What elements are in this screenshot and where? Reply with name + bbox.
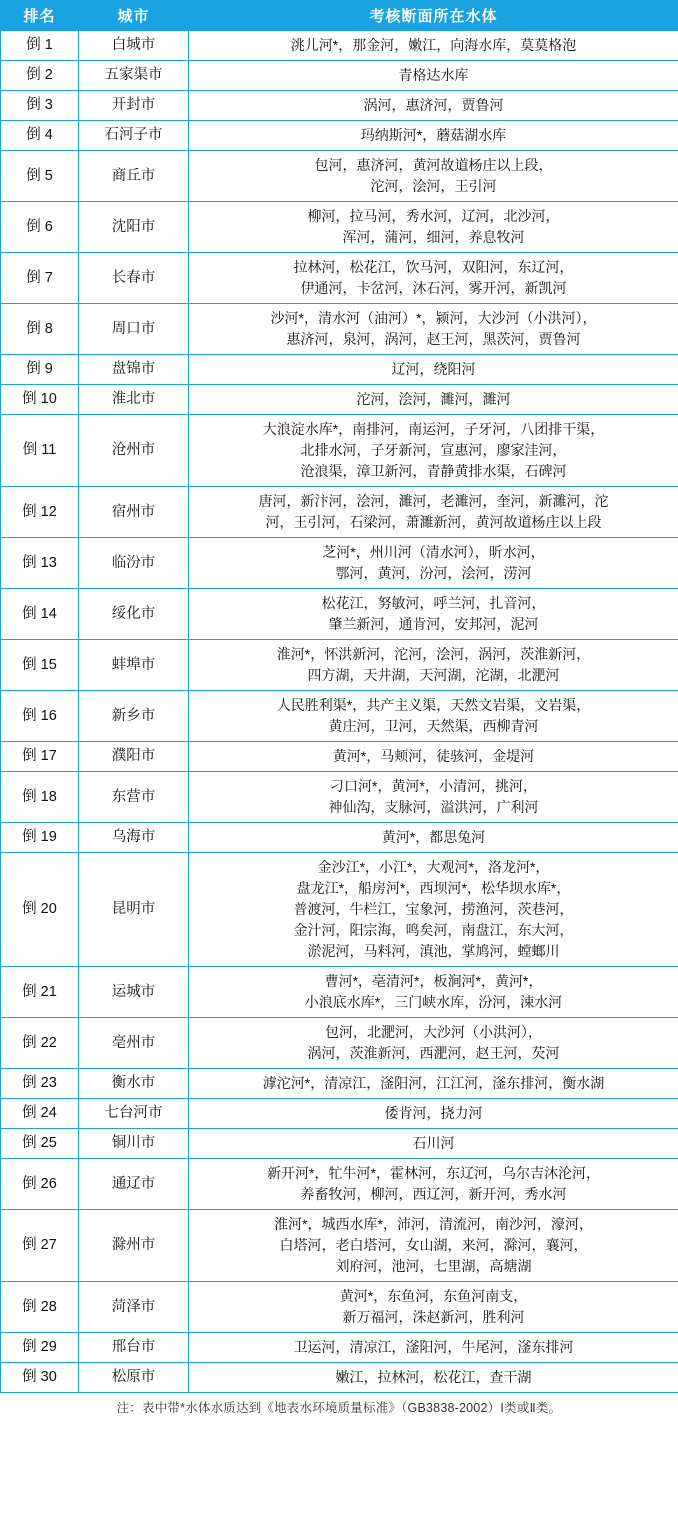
water-body-line: 滹沱河*，清凉江，滏阳河，江江河，滏东排河，衡水湖 (262, 1075, 605, 1091)
cell-city: 开封市 (79, 91, 189, 121)
table-body (1, 31, 678, 1393)
cell-water-bodies (189, 1282, 678, 1333)
cell-water-bodies (189, 151, 678, 202)
column-header-rank: 排名 (1, 1, 79, 31)
table-row (1, 691, 678, 742)
table-row (1, 823, 678, 853)
cell-water-bodies (189, 1363, 678, 1393)
water-body-line: 北排水河，子牙新河，宣惠河，廖家洼河， (300, 442, 567, 458)
cell-rank: 倒 15 (1, 640, 79, 691)
water-body-line: 松花江，努敏河，呼兰河，扎音河， (321, 595, 546, 611)
cell-rank: 倒 16 (1, 691, 79, 742)
cell-rank: 倒 30 (1, 1363, 79, 1393)
cell-water-bodies (189, 1159, 678, 1210)
water-body-line: 黄庄河，卫河，天然渠，西柳青河 (328, 718, 539, 734)
cell-city: 盘锦市 (79, 355, 189, 385)
water-body-line: 包河，惠济河，黄河故道杨庄以上段， (314, 157, 553, 173)
cell-city: 商丘市 (79, 151, 189, 202)
cell-rank: 倒 25 (1, 1129, 79, 1159)
cell-city: 七台河市 (79, 1099, 189, 1129)
table-row (1, 487, 678, 538)
cell-city: 铜川市 (79, 1129, 189, 1159)
cell-water-bodies (189, 967, 678, 1018)
water-body-line: 金汁河，阳宗海，鸣矣河，南盘江，东大河， (293, 922, 574, 938)
cell-water-bodies (189, 121, 678, 151)
cell-rank: 倒 7 (1, 253, 79, 304)
cell-rank: 倒 13 (1, 538, 79, 589)
cell-city: 乌海市 (79, 823, 189, 853)
cell-rank: 倒 29 (1, 1333, 79, 1363)
cell-rank: 倒 20 (1, 853, 79, 967)
cell-city: 濮阳市 (79, 742, 189, 772)
table-row (1, 121, 678, 151)
water-body-line: 洮儿河*，那金河，嫩江，向海水库，莫莫格泡 (290, 37, 577, 53)
table-row (1, 355, 678, 385)
cell-city: 白城市 (79, 31, 189, 61)
cell-rank: 倒 24 (1, 1099, 79, 1129)
water-body-line: 柳河，拉马河，秀水河，辽河，北沙河， (307, 208, 560, 224)
cell-rank: 倒 3 (1, 91, 79, 121)
column-header-water: 考核断面所在水体 (189, 1, 678, 31)
water-body-line: 淮河*，怀洪新河，沱河，浍河，涡河，茨淮新河， (276, 646, 591, 662)
cell-rank: 倒 2 (1, 61, 79, 91)
cell-water-bodies (189, 772, 678, 823)
cell-water-bodies (189, 1210, 678, 1282)
cell-city: 长春市 (79, 253, 189, 304)
cell-rank: 倒 5 (1, 151, 79, 202)
table-row (1, 1363, 678, 1393)
water-body-line: 养畜牧河，柳河，西辽河，新开河，秀水河 (300, 1186, 567, 1202)
cell-rank: 倒 1 (1, 31, 79, 61)
table-row (1, 1069, 678, 1099)
water-body-line: 普渡河，牛栏江，宝象河，捞渔河，茨巷河， (293, 901, 574, 917)
cell-city: 淮北市 (79, 385, 189, 415)
cell-water-bodies (189, 91, 678, 121)
cell-water-bodies (189, 1129, 678, 1159)
table-row (1, 31, 678, 61)
cell-city: 五家渠市 (79, 61, 189, 91)
table-row (1, 1099, 678, 1129)
water-body-line: 辽河，绕阳河 (391, 361, 476, 377)
cell-water-bodies (189, 385, 678, 415)
cell-rank: 倒 4 (1, 121, 79, 151)
cell-city: 宿州市 (79, 487, 189, 538)
water-body-line: 黄河*，马颊河，徒骇河，金堤河 (332, 748, 535, 764)
water-body-line: 卫运河，清凉江，滏阳河，牛尾河，滏东排河 (293, 1339, 574, 1355)
water-body-line: 青格达水库 (398, 67, 469, 83)
water-body-line: 拉林河，松花江，饮马河，双阳河，东辽河， (293, 259, 574, 275)
water-body-line: 金沙江*，小江*，大观河*，洛龙河*， (317, 859, 550, 875)
water-body-line: 四方湖，天井湖，天河湖，沱湖，北淝河 (307, 667, 560, 683)
water-body-line: 肇兰新河，通肯河，安邦河，泥河 (328, 616, 539, 632)
cell-city: 东营市 (79, 772, 189, 823)
water-body-line: 涡河，茨淮新河，西淝河，赵王河，芡河 (307, 1045, 560, 1061)
column-header-city: 城市 (79, 1, 189, 31)
water-body-line: 黄河*，东鱼河，东鱼河南支， (339, 1288, 528, 1304)
cell-water-bodies (189, 487, 678, 538)
cell-city: 蚌埠市 (79, 640, 189, 691)
water-body-line: 沱河，浍河，濉河，濉河 (356, 391, 511, 407)
table-row (1, 742, 678, 772)
water-body-line: 石川河 (412, 1135, 455, 1151)
water-body-line: 沙河*，清水河（油河）*，颍河，大沙河（小洪河）， (270, 310, 597, 326)
water-body-line: 新开河*，牤牛河*，霍林河，东辽河，乌尔吉沐沦河， (267, 1165, 600, 1181)
table-row (1, 415, 678, 487)
water-body-line: 嫩江，拉林河，松花江，查干湖 (335, 1369, 532, 1385)
cell-city: 松原市 (79, 1363, 189, 1393)
cell-city: 亳州市 (79, 1018, 189, 1069)
cell-rank: 倒 18 (1, 772, 79, 823)
cell-water-bodies (189, 1099, 678, 1129)
cell-water-bodies (189, 253, 678, 304)
table-row (1, 967, 678, 1018)
cell-city: 绥化市 (79, 589, 189, 640)
table-footnote: 注：表中带*水体水质达到《地表水环境质量标准》（GB3838-2002）Ⅰ类或Ⅱ类。 (116, 1401, 562, 1415)
cell-water-bodies (189, 853, 678, 967)
cell-city: 临汾市 (79, 538, 189, 589)
water-body-line: 惠济河，泉河，涡河，赵王河，黑茨河，贾鲁河 (286, 331, 581, 347)
cell-water-bodies (189, 640, 678, 691)
table-row (1, 853, 678, 967)
water-body-line: 玛纳斯河*，蘑菇湖水库 (360, 127, 507, 143)
table-row (1, 1210, 678, 1282)
water-body-line: 芝河*，州川河（清水河），昕水河， (322, 544, 545, 560)
cell-water-bodies (189, 61, 678, 91)
water-body-line: 包河，北淝河，大沙河（小洪河）， (325, 1024, 542, 1040)
cell-rank: 倒 23 (1, 1069, 79, 1099)
table-row (1, 1282, 678, 1333)
water-body-line: 沱河，浍河，王引河 (370, 178, 497, 194)
table-row (1, 589, 678, 640)
cell-rank: 倒 22 (1, 1018, 79, 1069)
water-body-line: 沧浪渠，漳卫新河，青静黄排水渠，石碑河 (300, 463, 567, 479)
cell-rank: 倒 8 (1, 304, 79, 355)
water-body-line: 鄂河，黄河，汾河，浍河，涝河 (335, 565, 532, 581)
cell-rank: 倒 21 (1, 967, 79, 1018)
water-body-line: 盘龙江*，船房河*，西坝河*，松华坝水库*， (296, 880, 571, 896)
table-header (1, 1, 678, 31)
cell-water-bodies (189, 691, 678, 742)
cell-rank: 倒 26 (1, 1159, 79, 1210)
cell-rank: 倒 11 (1, 415, 79, 487)
water-body-line: 黄河*，都思兔河 (381, 829, 486, 845)
cell-rank: 倒 14 (1, 589, 79, 640)
cell-city: 滁州市 (79, 1210, 189, 1282)
cell-city: 新乡市 (79, 691, 189, 742)
cell-water-bodies (189, 1333, 678, 1363)
table-row (1, 640, 678, 691)
table-row (1, 202, 678, 253)
cell-city: 邢台市 (79, 1333, 189, 1363)
table-row (1, 385, 678, 415)
water-body-line: 伊通河，卡岔河，沐石河，雾开河，新凯河 (300, 280, 567, 296)
cell-rank: 倒 10 (1, 385, 79, 415)
cell-city: 通辽市 (79, 1159, 189, 1210)
table-row (1, 151, 678, 202)
cell-water-bodies (189, 31, 678, 61)
water-body-line: 浑河，蒲河，细河，养息牧河 (342, 229, 525, 245)
cell-water-bodies (189, 415, 678, 487)
table-row (1, 1159, 678, 1210)
water-body-line: 小浪底水库*，三门峡水库，汾河，涑水河 (304, 994, 563, 1010)
water-body-line: 淮河*，城西水库*，沛河，清流河，南沙河，濠河， (274, 1216, 593, 1232)
table-row (1, 253, 678, 304)
cell-city: 菏泽市 (79, 1282, 189, 1333)
cell-water-bodies (189, 1069, 678, 1099)
cell-city: 运城市 (79, 967, 189, 1018)
water-body-line: 涡河，惠济河，贾鲁河 (363, 97, 504, 113)
cell-rank: 倒 17 (1, 742, 79, 772)
cell-water-bodies (189, 823, 678, 853)
water-body-line: 人民胜利渠*，共产主义渠，天然文岩渠，文岩渠， (276, 697, 591, 713)
water-body-line: 唐河，新汴河，浍河，濉河，老濉河，奎河，新濉河，沱 (258, 493, 609, 509)
cell-city: 石河子市 (79, 121, 189, 151)
cell-water-bodies (189, 1018, 678, 1069)
water-body-line: 刘府河，池河，七里湖，高塘湖 (335, 1258, 532, 1274)
table-row (1, 538, 678, 589)
water-body-line: 大浪淀水库*，南排河，南运河，子牙河，八团排干渠， (262, 421, 605, 437)
cell-city: 昆明市 (79, 853, 189, 967)
water-body-line: 刁口河*，黄河*，小清河，挑河， (330, 778, 537, 794)
cell-water-bodies (189, 538, 678, 589)
cell-city: 沈阳市 (79, 202, 189, 253)
cell-rank: 倒 6 (1, 202, 79, 253)
water-body-line: 倭肯河，挠力河 (384, 1105, 483, 1121)
cell-rank: 倒 9 (1, 355, 79, 385)
cell-water-bodies (189, 304, 678, 355)
water-body-line: 神仙沟，支脉河，溢洪河，广利河 (328, 799, 539, 815)
water-body-line: 淤泥河，马料河，滇池，掌鸠河，螳螂川 (307, 943, 560, 959)
cell-water-bodies (189, 742, 678, 772)
cell-city: 周口市 (79, 304, 189, 355)
cell-rank: 倒 19 (1, 823, 79, 853)
table-row (1, 772, 678, 823)
water-body-line: 白塔河，老白塔河，女山湖，来河，滁河，襄河， (279, 1237, 588, 1253)
water-body-line: 新万福河，洙赵新河，胜利河 (342, 1309, 525, 1325)
cell-rank: 倒 12 (1, 487, 79, 538)
cell-water-bodies (189, 202, 678, 253)
cell-rank: 倒 28 (1, 1282, 79, 1333)
table-row (1, 304, 678, 355)
table-row (1, 91, 678, 121)
table-row (1, 1129, 678, 1159)
cell-rank: 倒 27 (1, 1210, 79, 1282)
cell-water-bodies (189, 355, 678, 385)
table-row (1, 1333, 678, 1363)
cell-water-bodies (189, 589, 678, 640)
table-row (1, 61, 678, 91)
water-body-line: 曹河*，亳清河*，板涧河*，黄河*， (324, 973, 543, 989)
water-body-line: 河，王引河，石梁河，萧濉新河，黄河故道杨庄以上段 (265, 514, 602, 530)
cell-city: 衡水市 (79, 1069, 189, 1099)
cell-city: 沧州市 (79, 415, 189, 487)
table-row (1, 1018, 678, 1069)
table-header-row (1, 1, 678, 31)
